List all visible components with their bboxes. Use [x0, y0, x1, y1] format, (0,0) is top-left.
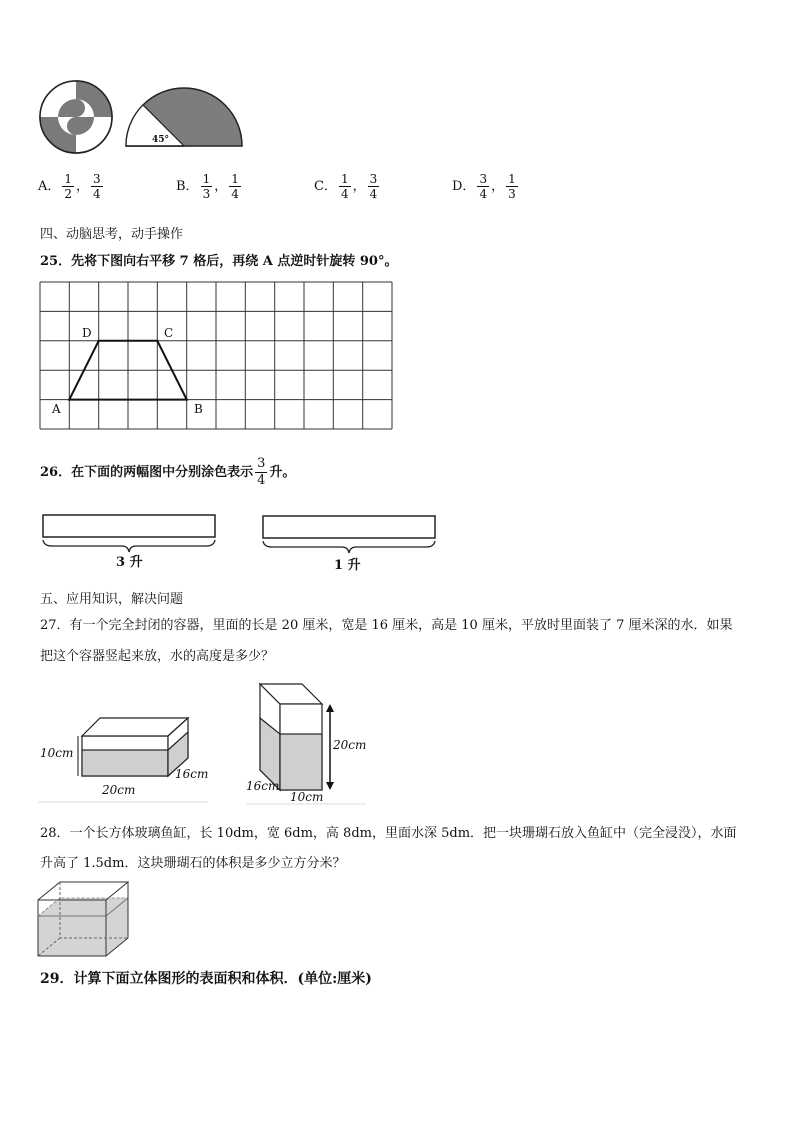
fish-tank-figure	[36, 878, 132, 960]
bar-3-liters-label: 3 升	[116, 555, 143, 570]
right-width-label: 10cm	[290, 790, 324, 804]
question-28-line1: 28．一个长方体玻璃鱼缸，长 10dm，宽 6dm，高 8dm，里面水深 5dm．把一块珊瑚石放入鱼缸中（完全浸没），水面	[40, 826, 737, 841]
point-d-label: D	[82, 326, 92, 340]
yin-yang-circle-figure	[38, 80, 118, 156]
section-5-heading: 五、应用知识，解决问题	[40, 592, 184, 607]
option-d[interactable]: D． $\frac{3}{4}$ ， $\frac{1}{3}$	[452, 172, 516, 201]
left-length-label: 20cm	[102, 783, 136, 797]
grid-trapezoid-figure[interactable]	[38, 280, 396, 434]
right-depth-label: 16cm	[246, 779, 280, 793]
bar-3-liters[interactable]	[38, 510, 222, 576]
question-29: 29．计算下面立体图形的表面积和体积．(单位:厘米)	[40, 971, 372, 987]
point-c-label: C	[164, 326, 174, 340]
question-27-line2: 把这个容器竖起来放，水的高度是多少？	[40, 649, 275, 664]
left-width-label: 16cm	[175, 767, 209, 781]
question-27-line1: 27．有一个完全封闭的容器，里面的长是 20 厘米，宽是 16 厘米，高是 10 厘米，平放时里面装了 7 厘米深的水．如果	[40, 618, 733, 633]
angle-label: 45°	[152, 135, 170, 145]
bar-1-liter-label: 1 升	[334, 558, 361, 573]
point-a-label: A	[52, 402, 61, 416]
semicircle-sector-figure	[122, 84, 246, 150]
question-28-line2: 升高了 1.5dm．这块珊瑚石的体积是多少立方分米？	[40, 856, 346, 871]
point-b-label: B	[194, 402, 203, 416]
option-c[interactable]: C． $\frac{1}{4}$ ， $\frac{3}{4}$	[314, 172, 378, 201]
right-height-label: 20cm	[333, 738, 367, 752]
option-a[interactable]: A． $\frac{1}{2}$ ， $\frac{3}{4}$	[38, 172, 101, 201]
left-height-label: 10cm	[40, 746, 74, 760]
section-4-heading: 四、动脑思考，动手操作	[40, 227, 184, 242]
option-b[interactable]: B． $\frac{1}{3}$ ， $\frac{1}{4}$	[176, 172, 239, 201]
question-25: 25．先将下图向右平移 7 格后，再绕 A 点逆时针旋转 90°。	[40, 254, 398, 269]
bar-1-liter[interactable]	[258, 512, 442, 578]
question-26: 26．在下面的两幅图中分别涂色表示 $\frac{3}{4}$ 升。	[40, 456, 296, 488]
